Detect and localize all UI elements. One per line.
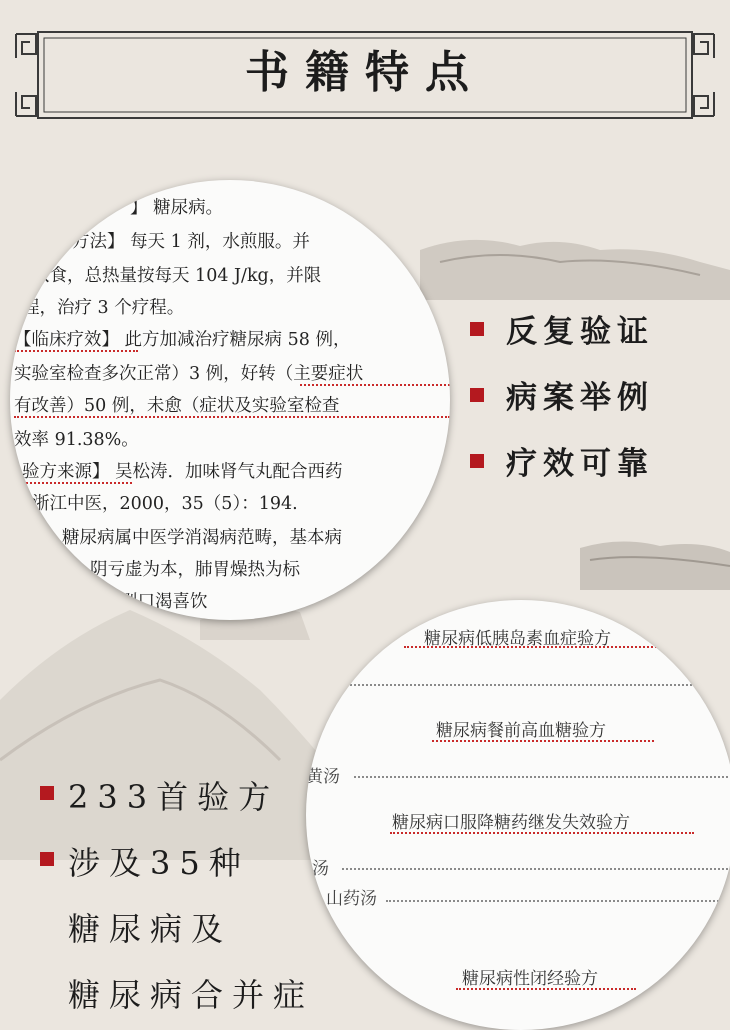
toc-fragment: 黄汤 xyxy=(306,767,340,786)
excerpt-line: 】 糖尿病。 xyxy=(130,198,224,218)
toc-entry: 糖尿病低胰岛素血症验方 xyxy=(424,629,611,648)
highlight-underline xyxy=(404,646,730,648)
excerpt-line: 阴亏虚为本，肺胃燥热为标 xyxy=(90,560,300,580)
bullet-square-icon xyxy=(470,388,484,402)
feature-label: 病案举例 xyxy=(506,380,654,416)
feature-label: 反复验证 xyxy=(506,314,654,350)
bullet-square-icon xyxy=(40,852,54,866)
highlight-underline xyxy=(14,416,450,418)
bullet-square-icon xyxy=(470,322,484,336)
highlight-underline xyxy=(22,482,132,484)
excerpt-line: 验方来源】 吴松涛．加味肾气丸配合西药 xyxy=(22,462,343,482)
highlight-underline xyxy=(14,350,138,352)
excerpt-line: 则口渴喜饮 xyxy=(120,592,208,612)
stat-line: 糖尿病及 xyxy=(68,910,233,948)
excerpt-line: 饮食，总热量按每天 104 J/kg，并限 xyxy=(32,266,322,286)
toc-fragment: 山药汤 xyxy=(326,889,377,908)
excerpt-line: 浙江中医，2000，35（5）：194. xyxy=(32,494,298,514)
toc-entry: 糖尿病性闭经验方 xyxy=(462,969,598,988)
dot-leader xyxy=(346,684,730,686)
excerpt-line: 【临床疗效】 此方加减治疗糖尿病 58 例， xyxy=(14,330,351,350)
excerpt-line: 方法】 每天 1 剂，水煎服。并 xyxy=(72,232,310,252)
highlight-underline xyxy=(456,988,636,990)
highlight-underline xyxy=(432,740,654,742)
excerpt-line: 实验室检查多次正常）3 例，好转（主要症状 xyxy=(14,364,364,384)
stat-line: 糖尿病合并症 xyxy=(68,976,315,1014)
toc-magnifier xyxy=(306,600,730,1030)
dot-leader xyxy=(342,868,730,870)
toc-entry: 糖尿病餐前高血糖验方 xyxy=(436,721,606,740)
feature-item xyxy=(470,306,654,351)
bullet-square-icon xyxy=(470,454,484,468)
feature-item xyxy=(470,372,654,417)
toc-entry: 糖尿病口服降糖药继发失效验方 xyxy=(392,813,630,832)
book-excerpt-magnifier xyxy=(10,180,450,620)
excerpt-line: 效率 91.38%。 xyxy=(14,430,139,450)
toc-fragment: 汤 xyxy=(312,859,329,878)
highlight-underline xyxy=(390,832,694,834)
bullet-square-icon xyxy=(40,786,54,800)
excerpt-line: 糖尿病属中医学消渴病范畴，基本病 xyxy=(62,528,342,548)
excerpt-line: 有改善）50 例，未愈（症状及实验室检查 xyxy=(14,396,340,416)
highlight-underline xyxy=(300,384,450,386)
stat-line: 涉及35种 xyxy=(68,844,250,882)
stat-line: 233首验方 xyxy=(68,778,280,816)
excerpt-line: 程，治疗 3 个疗程。 xyxy=(22,298,185,318)
feature-item xyxy=(470,438,654,483)
feature-label: 疗效可靠 xyxy=(506,446,654,482)
dot-leader xyxy=(386,900,726,902)
page-title: 书籍特点 xyxy=(245,47,485,98)
dot-leader xyxy=(354,776,730,778)
